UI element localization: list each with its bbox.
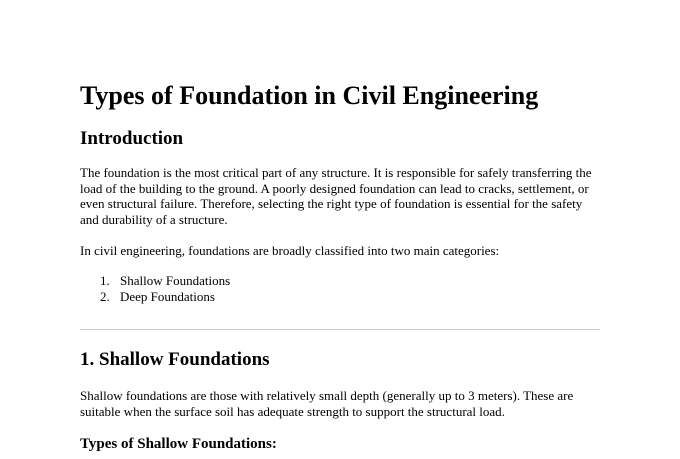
foundation-categories-list [80,273,230,304]
shallow-types-subheading: Types of Shallow Foundations: [80,436,277,452]
list-item-number: 2. [100,288,110,304]
list-item-label: Deep Foundations [120,288,215,304]
introduction-paragraph: The foundation is the most critical part of any structure. It is responsible for safely transferring the load of the building to the ground. A poorly designed foundation can lead to cracks, settlement, or even structural failure. Therefore, selecting the right type of foundation is essential for the safety and durability of a structure. [80,165,592,227]
list-item-label: Shallow Foundations [120,273,231,288]
list-item [80,289,230,305]
categories-intro-paragraph: In civil engineering, foundations are broadly classified into two main categories: [80,243,500,258]
introduction-heading: Introduction [80,128,184,149]
shallow-foundations-paragraph: Shallow foundations are those with relatively small depth (generally up to 3 meters). These are suitable when the surface soil has adequate strength to support the structural load. [80,388,574,419]
list-item [80,273,230,289]
shallow-foundations-heading: 1. Shallow Foundations [80,349,270,370]
document-title: Types of Foundation in Civil Engineering [80,81,539,110]
list-item-number: 1. [100,273,110,288]
section-divider [80,329,600,330]
